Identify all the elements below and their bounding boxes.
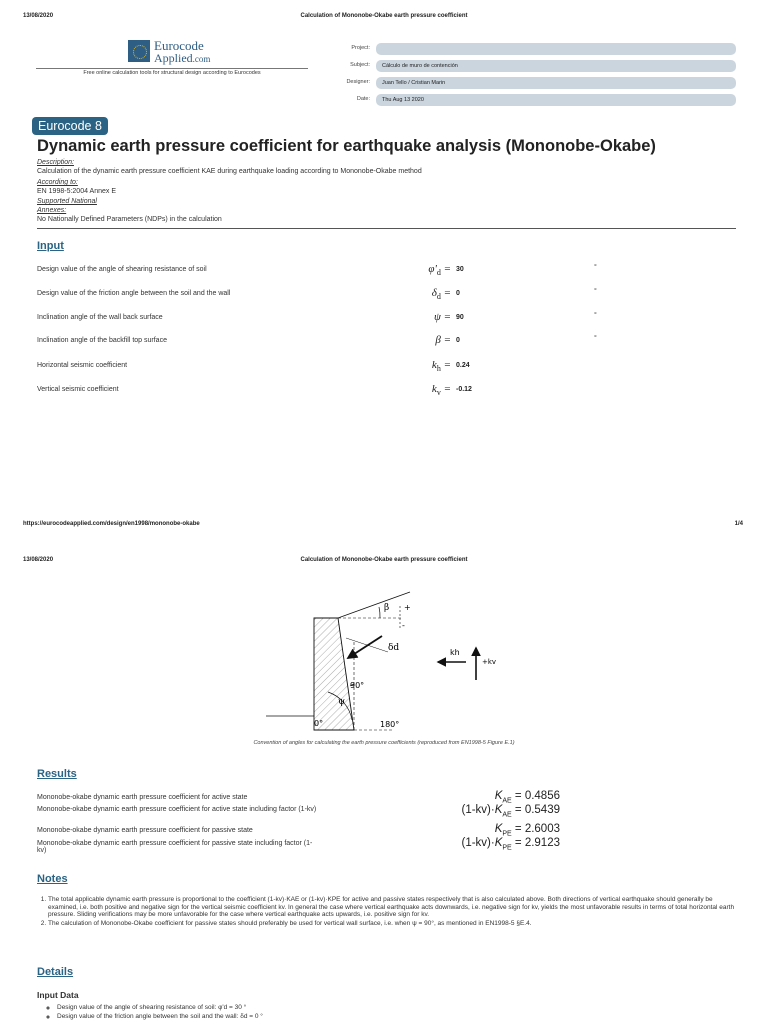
input-value-delta[interactable]: 0 bbox=[456, 290, 460, 297]
input-unit-delta: ° bbox=[594, 288, 597, 295]
logo-text-line1: Eurocode bbox=[154, 38, 204, 53]
print-date-page2: 13/08/2020 bbox=[23, 557, 54, 563]
header-divider bbox=[37, 228, 736, 229]
detail-item: ◦ Design value of the friction angle between the soil and the wall: δd = 0 ° bbox=[57, 1012, 263, 1021]
footer-url[interactable]: https://eurocodeapplied.com/design/en1998/mononobe-okabe bbox=[23, 521, 200, 527]
input-label-kv: Vertical seismic coefficient bbox=[37, 386, 119, 393]
figure-label-beta: β bbox=[384, 603, 390, 613]
logo-text-suffix: .com bbox=[192, 54, 211, 64]
according-text: EN 1998-5:2004 Annex E bbox=[37, 188, 117, 195]
print-date: 13/08/2020 bbox=[23, 13, 54, 19]
date-label: Date: bbox=[356, 96, 370, 102]
description-text: Calculation of the dynamic earth pressure coefficient KAE during earthquake loading according to Mononobe-Okabe method bbox=[37, 168, 422, 175]
input-label-kh: Horizontal seismic coefficient bbox=[37, 362, 128, 369]
result-value-kpe-factor: $(1-kv)\cdot K_{PE} = 2.9123$ bbox=[461, 837, 560, 852]
tagline: Free online calculation tools for structural design according to Eurocodes bbox=[36, 68, 308, 76]
project-label: Project: bbox=[351, 45, 370, 51]
input-value-phi[interactable]: 30 bbox=[456, 266, 464, 273]
input-data-heading: Input Data bbox=[37, 990, 79, 1000]
input-value-psi[interactable]: 90 bbox=[456, 314, 464, 321]
page-title: Dynamic earth pressure coefficient for earthquake analysis (Mononobe-Okabe) bbox=[37, 137, 656, 155]
detail-item: ◦ Design value of the angle of shearing resistance of soil: φ'd = 30 ° bbox=[57, 1003, 263, 1012]
input-unit-psi: ° bbox=[594, 312, 597, 319]
results-heading: Results bbox=[37, 768, 77, 780]
input-heading: Input bbox=[37, 240, 64, 252]
retaining-wall bbox=[314, 618, 354, 730]
supported-label-2: Annexes: bbox=[37, 207, 67, 214]
logo-text-applied: Applied bbox=[154, 51, 193, 65]
figure-label-kh: kh bbox=[450, 648, 460, 657]
input-value-beta[interactable]: 0 bbox=[456, 337, 460, 344]
result-label-kae-factor: Mononobe-okabe dynamic earth pressure coefficient for active state including factor (1-kv) bbox=[37, 806, 317, 813]
figure-caption: Convention of angles for calculating the earth pressure coefficients (reproduced from EN1998-5 Figure E.1) bbox=[253, 740, 515, 746]
logo-stars-icon bbox=[128, 40, 150, 62]
eurocode-applied-logo[interactable] bbox=[128, 38, 228, 66]
according-label: According to: bbox=[37, 179, 78, 186]
result-label-kae: Mononobe-okabe dynamic earth pressure coefficient for active state bbox=[37, 794, 248, 801]
details-heading: Details bbox=[37, 966, 74, 978]
input-value-kh[interactable]: 0.24 bbox=[456, 362, 470, 369]
designer-field[interactable]: Juan Tello / Cristian Marin bbox=[376, 77, 736, 89]
footer-page-number: 1/4 bbox=[734, 521, 743, 527]
notes-heading: Notes bbox=[37, 873, 68, 885]
description-label: Description: bbox=[37, 159, 74, 166]
result-value-kpe: $K_{PE} = 2.6003$ bbox=[494, 823, 560, 838]
subject-field[interactable]: Cálculo de muro de contención bbox=[376, 60, 736, 72]
details-list bbox=[37, 1003, 263, 1021]
result-label-kpe-factor: Mononobe-okabe dynamic earth pressure coefficient for passive state including factor (1-kv) bbox=[37, 840, 313, 854]
print-title: Calculation of Mononobe-Okabe earth pressure coefficient bbox=[300, 13, 468, 19]
input-symbol-kv: $k_v$ = bbox=[431, 383, 451, 398]
result-value-kae: $K_{AE} = 0.4856$ bbox=[494, 790, 560, 805]
result-label-kpe: Mononobe-okabe dynamic earth pressure coefficient for passive state bbox=[37, 827, 253, 834]
figure-label-180: 180° bbox=[380, 720, 400, 729]
print-title-page2: Calculation of Mononobe-Okabe earth pressure coefficient bbox=[300, 557, 468, 563]
figure-label-90: 90° bbox=[350, 681, 365, 690]
input-label-psi: Inclination angle of the wall back surface bbox=[37, 314, 163, 321]
note-item: 1. The total applicable dynamic earth pressure is proportional to the coefficient (1-kv)·KAE or (1-kv)·KPE for active and passive states respectively that is also calculated above. Both directions of vertical earthquake should generally be examined, i.e. both positive and negative sign for the vertical seismic coefficient kv. In general the case where vertical earthquake acts downwards, i.e. negative sign for kv, yields the most unfavorable results in terms of total horizontal earth pressure. Sliding verifications may be more unfavorable for the case where vertical earthquake acts upwards, i.e. positive sign for kv. bbox=[48, 896, 737, 919]
input-label-beta: Inclination angle of the backfill top surface bbox=[37, 337, 167, 344]
date-field[interactable]: Thu Aug 13 2020 bbox=[376, 94, 736, 106]
angle-convention-figure bbox=[262, 580, 512, 736]
input-value-kv[interactable]: -0.12 bbox=[456, 386, 472, 393]
designer-label: Designer: bbox=[346, 79, 370, 85]
notes-list bbox=[37, 896, 737, 928]
input-symbol-delta: $\delta_d$ = bbox=[431, 287, 451, 302]
input-label-phi: Design value of the angle of shearing resistance of soil bbox=[37, 266, 207, 273]
note-item: 2. The calculation of Mononobe-Okabe coefficient for passive states should preferably be used for vertical wall surface, i.e. when ψ = 90°, as mentioned in EN1998-5 §E.4. bbox=[48, 920, 737, 928]
figure-label-minus: - bbox=[402, 621, 405, 630]
supported-text: No Nationally Defined Parameters (NDPs) in the calculation bbox=[37, 216, 222, 223]
eurocode-badge[interactable]: Eurocode 8 bbox=[32, 117, 108, 135]
subject-label: Subject: bbox=[350, 62, 370, 68]
result-value-kae-factor: $(1-kv)\cdot K_{AE} = 0.5439$ bbox=[461, 804, 560, 819]
figure-label-psi: ψ bbox=[338, 697, 346, 707]
project-field[interactable] bbox=[376, 43, 736, 55]
figure-label-delta: δd bbox=[388, 643, 400, 653]
figure-label-0: 0° bbox=[314, 719, 324, 728]
input-symbol-beta: β = bbox=[435, 334, 451, 346]
force-arrow bbox=[346, 636, 388, 658]
input-label-delta: Design value of the friction angle between the soil and the wall bbox=[37, 290, 231, 297]
figure-label-kv: +kv bbox=[482, 658, 497, 666]
logo-text-line2 bbox=[154, 51, 210, 66]
figure-label-plus: + bbox=[404, 603, 411, 612]
input-symbol-phi: $\varphi'_d$ = bbox=[428, 263, 451, 278]
input-unit-phi: ° bbox=[594, 264, 597, 271]
supported-label-1: Supported National bbox=[37, 198, 97, 205]
input-unit-beta: ° bbox=[594, 335, 597, 342]
input-symbol-psi: ψ = bbox=[433, 311, 451, 323]
input-symbol-kh: $k_h$ = bbox=[431, 359, 451, 374]
